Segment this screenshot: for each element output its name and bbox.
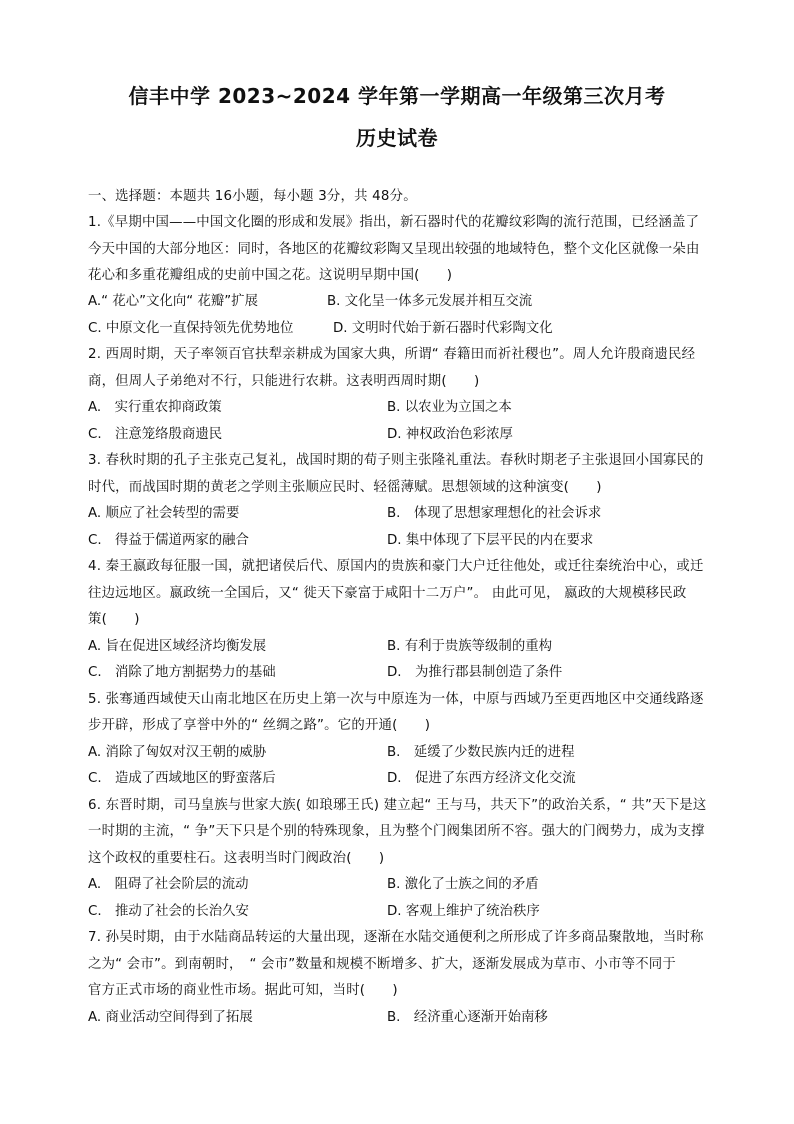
question-3-option-b: B. 体现了思想家理想化的社会诉求 [387,506,602,521]
question-7-line-3: 官方正式市场的商业性市场。据此可知，当时( ) [88,983,398,998]
question-4-option-d: D. 为推行郡县制创造了条件 [387,665,563,680]
question-3-option-a: A. 顺应了社会转型的需要 [88,506,240,521]
question-7-option-b: B. 经济重心逐渐开始南移 [387,1010,548,1025]
question-5-option-a: A. 消除了匈奴对汉王朝的威胁 [88,745,267,760]
question-5-line-1: 5. 张骞通西域使天山南北地区在历史上第一次与中原连为一体，中原与西域乃至更西地区中交通线路逐 [88,692,704,707]
question-3-option-c: C. 得益于儒道两家的融合 [88,533,249,548]
question-6-option-d: D. 客观上维护了统治秩序 [387,904,540,919]
question-4-line-1: 4. 秦王嬴政每征服一国，就把诸侯后代、原国内的贵族和豪门大户迁往他处，或迁往秦统治中心，或迁 [88,559,704,574]
question-6-option-b: B. 激化了士族之间的矛盾 [387,877,539,892]
question-6-line-2: 一时期的主流，“ 争”天下只是个别的特殊现象，且为整个门阀集团所不容。强大的门阀势力，成为支撑 [88,824,705,839]
question-1-option-c: C. 中原文化一直保持领先优势地位 [88,321,294,336]
question-6-option-c: C. 推动了社会的长治久安 [88,904,249,919]
question-1-option-a: A.“ 花心”文化向“ 花瓣”扩展 [88,294,258,309]
question-7-line-1: 7. 孙吴时期，由于水陆商品转运的大量出现，逐渐在水陆交通便利之所形成了许多商品聚散地，当时称 [88,930,704,945]
question-4-option-b: B. 有利于贵族等级制的重构 [387,639,552,654]
question-1-line-1: 1.《早期中国——中国文化圈的形成和发展》指出，新石器时代的花瓣纹彩陶的流行范围，已经涵盖了 [88,215,700,230]
question-2-line-1: 2. 西周时期，天子率领百官扶犁亲耕成为国家大典，所谓“ 春籍田而祈社稷也”。周人允许殷商遗民经 [88,347,696,362]
exam-title: 信丰中学 2023~2024 学年第一学期高一年级第三次月考 [128,84,666,108]
question-4-option-a: A. 旨在促进区域经济均衡发展 [88,639,267,654]
section-heading: 一、选择题：本题共 16小题，每小题 3分，共 48分。 [88,189,417,204]
question-1-line-3: 花心和多重花瓣组成的史前中国之花。这说明早期中国( ) [88,268,453,283]
question-3-line-2: 时代，而战国时期的黄老之学则主张顺应民时、轻徭薄赋。思想领域的这种演变( ) [88,480,602,495]
question-1-line-2: 今天中国的大部分地区：同时，各地区的花瓣纹彩陶又呈现出较强的地域特色，整个文化区就像一朵由 [88,242,700,257]
question-5-option-b: B. 延缓了少数民族内迁的进程 [387,745,575,760]
question-2-option-a: A. 实行重农抑商政策 [88,400,222,415]
question-7-option-a: A. 商业活动空间得到了拓展 [88,1010,253,1025]
question-5-option-d: D. 促进了东西方经济文化交流 [387,771,576,786]
question-2-option-d: D. 神权政治色彩浓厚 [387,427,513,442]
question-1-option-b: B. 文化呈一体多元发展并相互交流 [327,294,533,309]
question-6-line-1: 6. 东晋时期，司马皇族与世家大族( 如琅琊王氏) 建立起“ 王与马，共天下”的政治关系，“ 共”天下是这 [88,798,707,813]
question-6-line-3: 这个政权的重要柱石。这表明当时门阀政治( ) [88,851,385,866]
question-5-option-c: C. 造成了西域地区的野蛮落后 [88,771,276,786]
question-2-option-b: B. 以农业为立国之本 [387,400,512,415]
question-3-option-d: D. 集中体现了下层平民的内在要求 [387,533,594,548]
question-4-line-3: 策( ) [88,612,140,627]
question-2-option-c: C. 注意笼络殷商遗民 [88,427,223,442]
question-3-line-1: 3. 春秋时期的孔子主张克己复礼，战国时期的荀子则主张隆礼重法。春秋时期老子主张退回小国寡民的 [88,453,704,468]
question-2-line-2: 商，但周人子弟绝对不行，只能进行农耕。这表明西周时期( ) [88,374,480,389]
exam-subtitle: 历史试卷 [356,126,438,150]
question-4-line-2: 往边远地区。嬴政统一全国后，又“ 徙天下豪富于咸阳十二万户”。 由此可见， 嬴政的大规模移民政 [88,586,687,601]
question-1-option-d: D. 文明时代始于新石器时代彩陶文化 [333,321,553,336]
question-7-line-2: 之为“ 会市”。到南朝时， “ 会市”数量和规模不断增多、扩大，逐渐发展成为草市、小市等不同于 [88,957,676,972]
question-5-line-2: 步开辟，形成了享誉中外的“ 丝绸之路”。它的开通( ) [88,718,431,733]
question-6-option-a: A. 阻碍了社会阶层的流动 [88,877,249,892]
question-4-option-c: C. 消除了地方割据势力的基础 [88,665,276,680]
